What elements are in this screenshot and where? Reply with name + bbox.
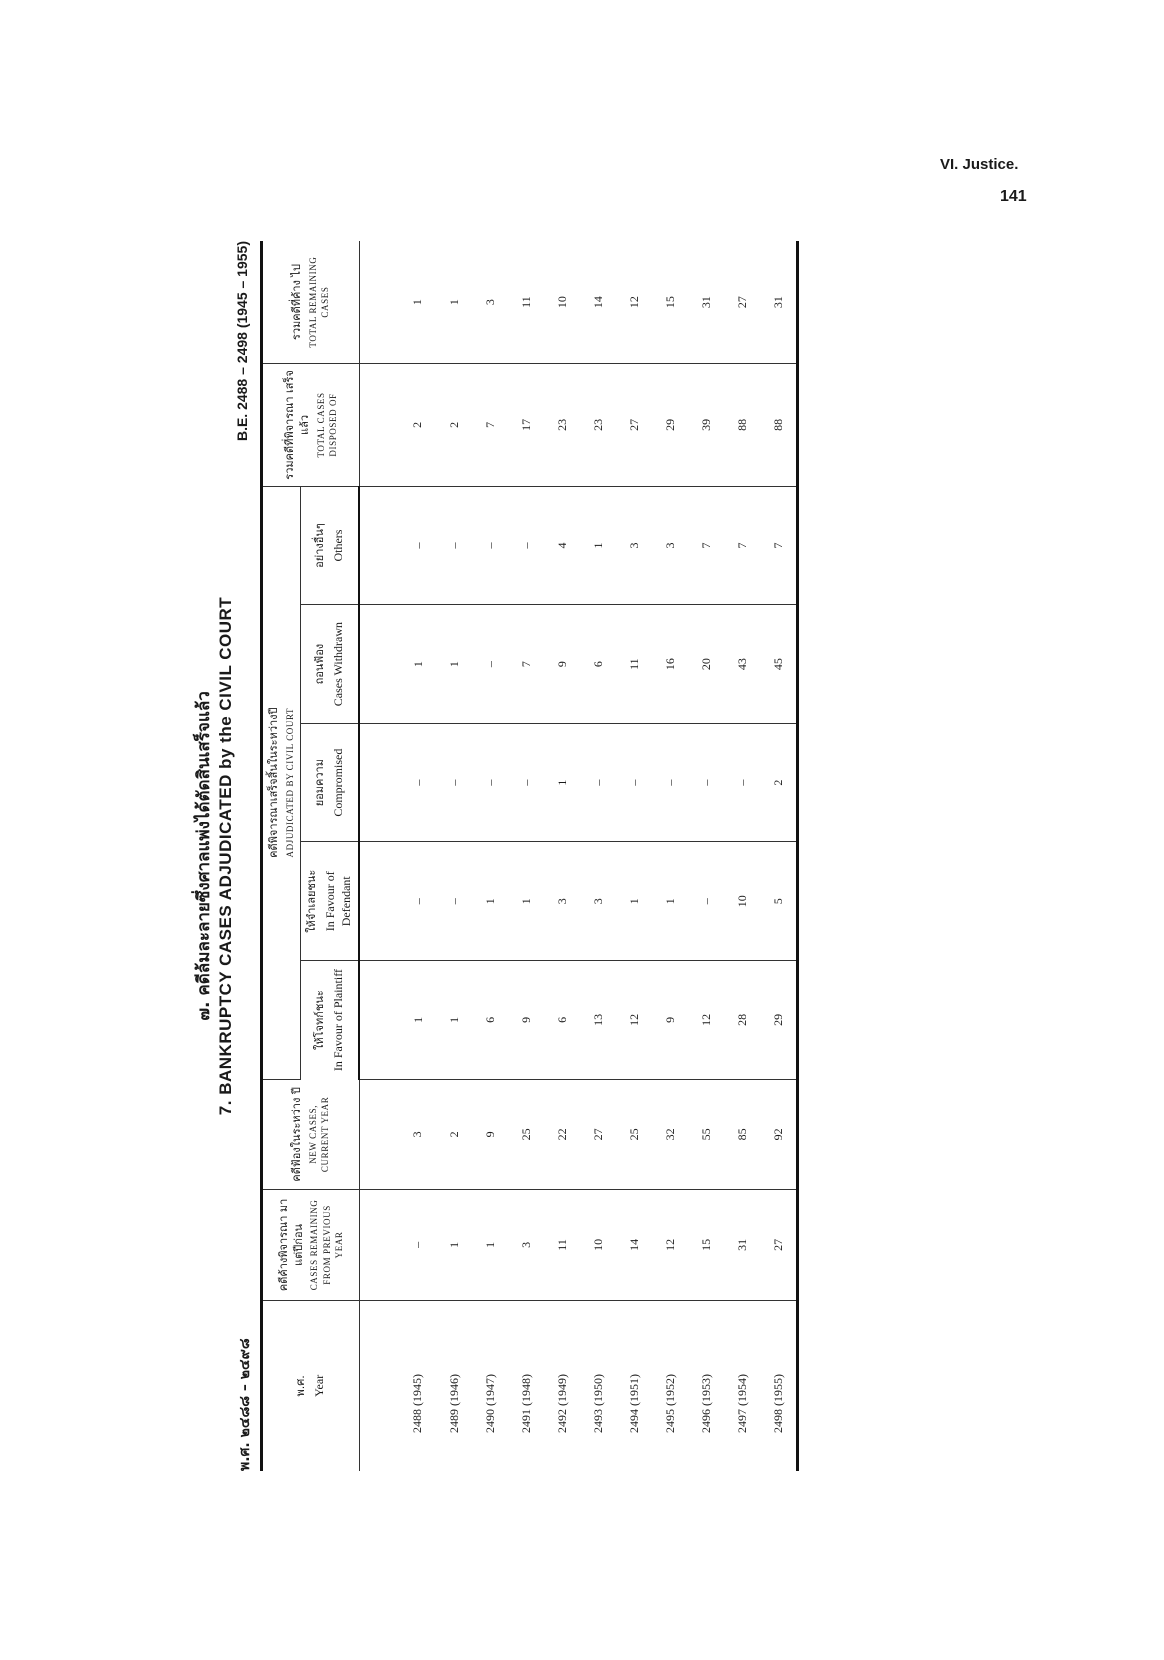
cell-new: 32 [652, 1079, 688, 1190]
cell-compromised: – [472, 723, 508, 842]
header-remaining [262, 241, 360, 364]
cell-new: 27 [580, 1079, 616, 1190]
cell-remaining: 10 [544, 241, 580, 364]
table-title-english: 7. BANKRUPTCY CASES ADJUDICATED by the CIVIL COURT [216, 596, 235, 1116]
cell-remaining: 14 [580, 241, 616, 364]
cell-defendant: 1 [472, 842, 508, 961]
header-withdrawn-thai: ถอนฟ้อง [313, 643, 327, 685]
cell-disposed: 23 [580, 364, 616, 487]
cell-withdrawn: 9 [544, 605, 580, 724]
cell-plaintiff: 9 [508, 961, 544, 1080]
table-row [472, 241, 508, 1471]
cell-compromised: 2 [760, 723, 798, 842]
cell-new: 92 [760, 1079, 798, 1190]
cell-plaintiff: 9 [652, 961, 688, 1080]
cell-new: 2 [436, 1079, 472, 1190]
cell-remaining: 27 [724, 241, 760, 364]
cell-disposed: 17 [508, 364, 544, 487]
header-others-eng: Others [330, 529, 345, 562]
cell-disposed: 29 [652, 364, 688, 487]
table-row [359, 241, 436, 1471]
header-disposed-eng: TOTAL CASES DISPOSED OF [315, 392, 338, 458]
cell-plaintiff: 1 [359, 961, 436, 1080]
cell-compromised: – [616, 723, 652, 842]
cell-disposed: 7 [472, 364, 508, 487]
cell-withdrawn: 1 [359, 605, 436, 724]
header-defendant-eng: In Favour of Defendant [322, 871, 354, 932]
cell-new: 22 [544, 1079, 580, 1190]
cell-disposed: 23 [544, 364, 580, 487]
cell-remaining: 1 [359, 241, 436, 364]
header-compromised [300, 723, 359, 842]
cell-plaintiff: 29 [760, 961, 798, 1080]
cell-new: 85 [724, 1079, 760, 1190]
cell-compromised: – [508, 723, 544, 842]
cell-prev: 3 [508, 1190, 544, 1301]
header-plaintiff-eng: In Favour of Plaintiff [330, 969, 345, 1072]
cell-remaining: 15 [652, 241, 688, 364]
header-plaintiff [300, 961, 359, 1080]
table-row [616, 241, 652, 1471]
cell-disposed: 27 [616, 364, 652, 487]
table-row [760, 241, 798, 1471]
cell-compromised: – [359, 723, 436, 842]
cell-compromised: 1 [544, 723, 580, 842]
cell-year: 2496 (1953) [698, 1374, 713, 1433]
cell-defendant: 10 [724, 842, 760, 961]
cell-disposed: 88 [724, 364, 760, 487]
cell-others: 4 [544, 486, 580, 605]
header-row-top [262, 241, 301, 1471]
table-row [544, 241, 580, 1471]
header-new-cases-thai: คดีฟ้องในระหว่าง ปี [290, 1087, 304, 1182]
header-disposed [262, 364, 360, 487]
table-row [724, 241, 760, 1471]
cell-withdrawn: – [472, 605, 508, 724]
header-compromised-eng: Compromised [330, 748, 345, 817]
cell-plaintiff: 12 [616, 961, 652, 1080]
cell-compromised: – [652, 723, 688, 842]
cell-withdrawn: 7 [508, 605, 544, 724]
cell-defendant: – [688, 842, 724, 961]
cell-others: – [472, 486, 508, 605]
cell-prev: 14 [616, 1190, 652, 1301]
header-remaining-prev [262, 1190, 360, 1301]
header-withdrawn [300, 605, 359, 724]
cell-defendant: 1 [508, 842, 544, 961]
cell-defendant: 1 [616, 842, 652, 961]
cell-remaining: 3 [472, 241, 508, 364]
table-row [436, 241, 472, 1471]
header-adjudicated-group [262, 486, 301, 1079]
header-remaining-prev-thai: คดีค้างพิจารณา มาแต่ปีก่อน [276, 1198, 305, 1292]
header-remaining-thai: รวมคดีที่ค้าง ไป [290, 264, 304, 341]
cell-year: 2489 (1946) [446, 1374, 461, 1433]
cell-year: 2491 (1948) [518, 1374, 533, 1433]
cell-plaintiff: 6 [544, 961, 580, 1080]
cell-new: 25 [508, 1079, 544, 1190]
cell-new: 3 [359, 1079, 436, 1190]
header-compromised-thai: ยอมความ [313, 759, 327, 807]
cell-withdrawn: 45 [760, 605, 798, 724]
cell-remaining: 31 [688, 241, 724, 364]
cell-disposed: 88 [760, 364, 798, 487]
cell-plaintiff: 12 [688, 961, 724, 1080]
cell-withdrawn: 6 [580, 605, 616, 724]
cell-prev: 27 [760, 1190, 798, 1301]
header-defendant [300, 842, 359, 961]
cell-compromised: – [580, 723, 616, 842]
cell-new: 25 [616, 1079, 652, 1190]
header-remaining-prev-eng: CASES REMAINING FROM PREVIOUS YEAR [309, 1199, 344, 1291]
cell-plaintiff: 13 [580, 961, 616, 1080]
header-year-eng: Year [312, 1374, 327, 1397]
cell-year: 2494 (1951) [626, 1374, 641, 1433]
cell-year: 2490 (1947) [482, 1374, 497, 1433]
cell-others: 7 [724, 486, 760, 605]
header-defendant-thai: ให้จำเลยชนะ [304, 869, 318, 933]
year-range-thai: พ.ศ. ๒๔๘๘ – ๒๔๙๘ [237, 1338, 253, 1471]
table-title-thai: ๗. คดีล้มละลายซึ่งศาลแพ่งได้ตัดสินเสร็จแล้ว [194, 691, 214, 1021]
cell-remaining: 12 [616, 241, 652, 364]
cell-prev: 15 [688, 1190, 724, 1301]
cell-defendant: – [436, 842, 472, 961]
cell-withdrawn: 1 [436, 605, 472, 724]
cell-prev: 12 [652, 1190, 688, 1301]
table-row [580, 241, 616, 1471]
cell-plaintiff: 1 [436, 961, 472, 1080]
cell-compromised: – [688, 723, 724, 842]
cell-withdrawn: 11 [616, 605, 652, 724]
cell-compromised: – [436, 723, 472, 842]
header-withdrawn-eng: Cases Withdrawn [330, 621, 345, 707]
cell-others: 7 [688, 486, 724, 605]
table-row [508, 241, 544, 1471]
header-plaintiff-thai: ให้โจทก์ชนะ [313, 990, 327, 1050]
cell-others: 1 [580, 486, 616, 605]
table-titles [190, 241, 253, 1471]
cell-year: 2497 (1954) [734, 1374, 749, 1433]
cell-disposed: 39 [688, 364, 724, 487]
cell-new: 55 [688, 1079, 724, 1190]
cell-prev: 1 [472, 1190, 508, 1301]
cell-others: 7 [760, 486, 798, 605]
header-remaining-eng: TOTAL REMAINING CASES [308, 256, 331, 348]
cell-defendant: 3 [580, 842, 616, 961]
cell-year: 2492 (1949) [554, 1374, 569, 1433]
header-adjudicated-thai: คดีพิจารณาเสร็จสิ้นในระหว่างปี [267, 707, 280, 858]
cell-remaining: 1 [436, 241, 472, 364]
cell-others: – [436, 486, 472, 605]
header-others-thai: อย่างอื่นๆ [313, 523, 327, 568]
cell-defendant: 1 [652, 842, 688, 961]
cell-new: 9 [472, 1079, 508, 1190]
cell-remaining: 31 [760, 241, 798, 364]
header-new-cases [262, 1079, 360, 1190]
cell-others: – [359, 486, 436, 605]
cell-defendant: 5 [760, 842, 798, 961]
cell-prev: 10 [580, 1190, 616, 1301]
section-heading: VI. Justice. [940, 156, 1019, 173]
cell-year: 2488 (1945) [410, 1374, 425, 1433]
cell-plaintiff: 6 [472, 961, 508, 1080]
cell-prev: 11 [544, 1190, 580, 1301]
bankruptcy-cases-table [260, 241, 799, 1471]
cell-withdrawn: 43 [724, 605, 760, 724]
table-row [688, 241, 724, 1471]
cell-year: 2495 (1952) [662, 1374, 677, 1433]
page-number: 141 [1000, 188, 1027, 205]
cell-others: 3 [652, 486, 688, 605]
cell-prev: 31 [724, 1190, 760, 1301]
cell-others: 3 [616, 486, 652, 605]
cell-defendant: – [359, 842, 436, 961]
cell-year: 2493 (1950) [590, 1374, 605, 1433]
cell-prev: – [359, 1190, 436, 1301]
header-new-cases-eng: NEW CASES, CURRENT YEAR [308, 1096, 331, 1173]
cell-withdrawn: 20 [688, 605, 724, 724]
cell-disposed: 2 [436, 364, 472, 487]
table-row [652, 241, 688, 1471]
header-disposed-thai: รวมคดีที่พิจารณา เสร็จแล้ว [282, 370, 311, 480]
year-range-english: B.E. 2488 – 2498 (1945 – 1955) [234, 241, 250, 442]
cell-withdrawn: 16 [652, 605, 688, 724]
cell-disposed: 2 [359, 364, 436, 487]
rotated-table-page [190, 241, 990, 1471]
cell-others: – [508, 486, 544, 605]
header-others [300, 486, 359, 605]
header-year-thai: พ.ศ. [294, 1375, 308, 1397]
cell-prev: 1 [436, 1190, 472, 1301]
header-adjudicated-eng: ADJUDICATED BY CIVIL COURT [284, 707, 295, 858]
cell-compromised: – [724, 723, 760, 842]
cell-year: 2498 (1955) [770, 1374, 785, 1433]
header-year [262, 1300, 360, 1471]
cell-plaintiff: 28 [724, 961, 760, 1080]
cell-defendant: 3 [544, 842, 580, 961]
cell-remaining: 11 [508, 241, 544, 364]
